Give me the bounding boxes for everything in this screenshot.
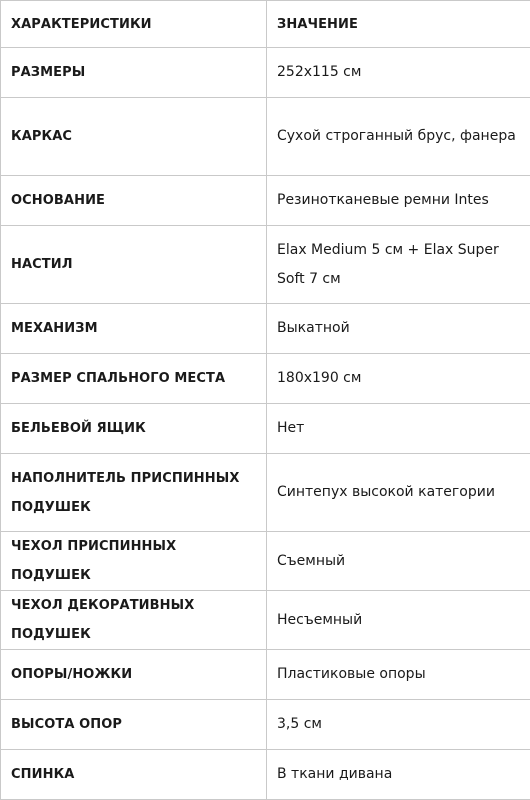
table-row xyxy=(1,304,530,354)
table-row xyxy=(1,700,530,750)
row-name: ЧЕХОЛ ПРИСПИННЫХ ПОДУШЕК xyxy=(1,532,267,591)
row-name: НАПОЛНИТЕЛЬ ПРИСПИННЫХ ПОДУШЕК xyxy=(1,454,267,532)
table-row xyxy=(1,226,530,304)
header-characteristics: ХАРАКТЕРИСТИКИ xyxy=(1,1,267,48)
table-row xyxy=(1,48,530,98)
table-row xyxy=(1,354,530,404)
row-name: ЧЕХОЛ ДЕКОРАТИВНЫХ ПОДУШЕК xyxy=(1,591,267,650)
row-name: ВЫСОТА ОПОР xyxy=(1,700,267,750)
row-value: Сухой строганный брус, фанера xyxy=(267,98,530,176)
table-row xyxy=(1,454,530,532)
row-name: СПИНКА xyxy=(1,750,267,800)
row-value: В ткани дивана xyxy=(267,750,530,800)
row-name: КАРКАС xyxy=(1,98,267,176)
row-value: 180х190 см xyxy=(267,354,530,404)
table-row xyxy=(1,404,530,454)
row-name: ОПОРЫ/НОЖКИ xyxy=(1,650,267,700)
row-value: Выкатной xyxy=(267,304,530,354)
row-name: НАСТИЛ xyxy=(1,226,267,304)
row-name: ОСНОВАНИЕ xyxy=(1,176,267,226)
row-name: БЕЛЬЕВОЙ ЯЩИК xyxy=(1,404,267,454)
header-value: ЗНАЧЕНИЕ xyxy=(267,1,530,48)
row-name: МЕХАНИЗМ xyxy=(1,304,267,354)
table-row xyxy=(1,532,530,591)
row-value: Резинотканевые ремни Intes xyxy=(267,176,530,226)
row-value: 3,5 см xyxy=(267,700,530,750)
table-row xyxy=(1,591,530,650)
row-value: Нет xyxy=(267,404,530,454)
row-value: 252х115 см xyxy=(267,48,530,98)
table-row xyxy=(1,98,530,176)
row-value: Несъемный xyxy=(267,591,530,650)
table-row xyxy=(1,176,530,226)
row-name: РАЗМЕРЫ xyxy=(1,48,267,98)
table-row xyxy=(1,750,530,800)
table-header-row xyxy=(1,1,530,48)
table-row xyxy=(1,650,530,700)
row-value: Elax Medium 5 см + Elax Super Soft 7 см xyxy=(267,226,530,304)
row-value: Синтепух высокой категории xyxy=(267,454,530,532)
row-value: Съемный xyxy=(267,532,530,591)
row-name: РАЗМЕР СПАЛЬНОГО МЕСТА xyxy=(1,354,267,404)
row-value: Пластиковые опоры xyxy=(267,650,530,700)
